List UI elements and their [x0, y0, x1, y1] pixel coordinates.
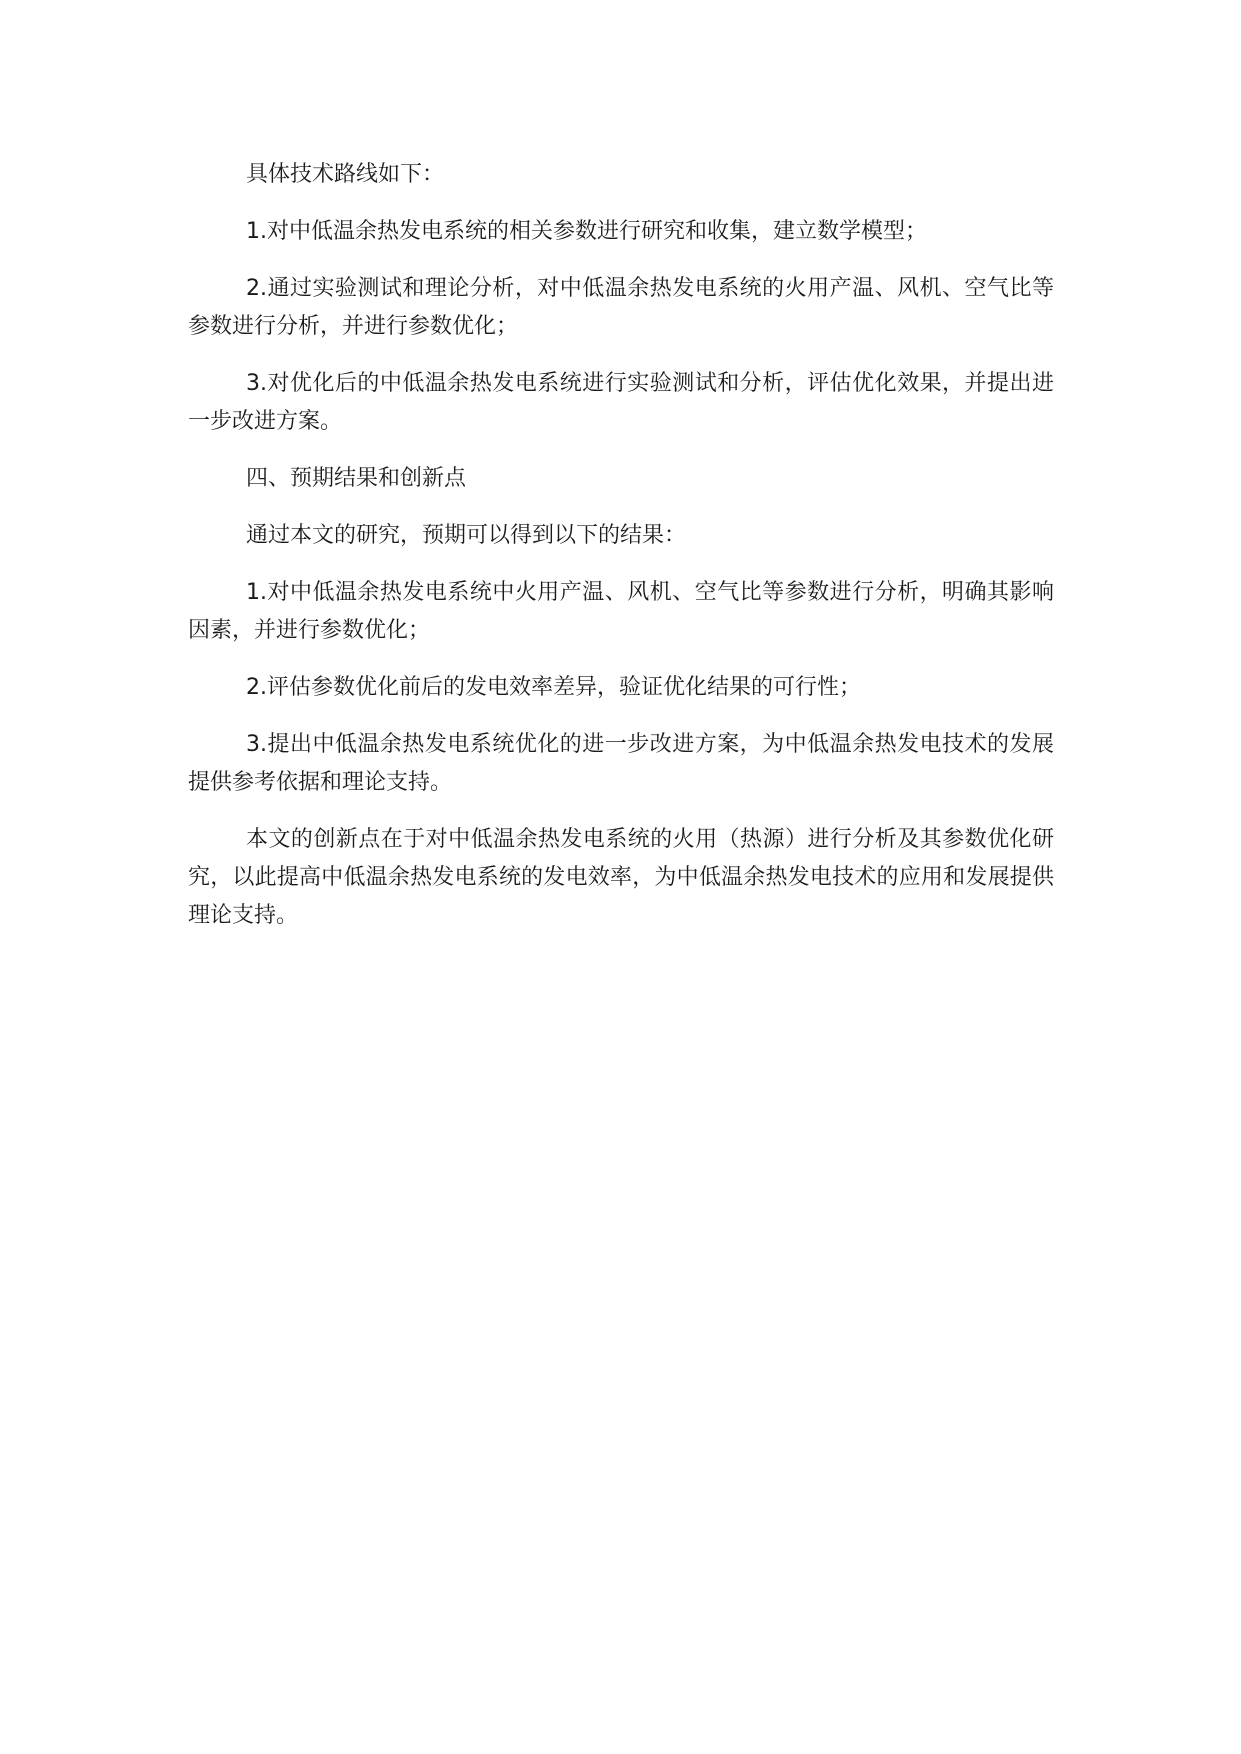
intro-paragraph: 具体技术路线如下： — [246, 162, 445, 187]
innovation-paragraph: 本文的创新点在于对中低温余热发电系统的火用（热源）进行分析及其参数优化研究，以此提高中低温余热发电系统的发电效率，为中低温余热发电技术的应用和发展提供理论支持。 — [188, 827, 1054, 928]
document-body — [188, 156, 1054, 954]
route-step-2: 2.通过实验测试和理论分析，对中低温余热发电系统的火用产温、风机、空气比等参数进行分析，并进行参数优化； — [188, 276, 1054, 339]
route-step-3: 3.对优化后的中低温余热发电系统进行实验测试和分析，评估优化效果，并提出进一步改进方案。 — [188, 371, 1054, 434]
results-intro: 通过本文的研究，预期可以得到以下的结果： — [246, 523, 687, 548]
result-item-2: 2.评估参数优化前后的发电效率差异，验证优化结果的可行性； — [246, 675, 861, 700]
route-step-1: 1.对中低温余热发电系统的相关参数进行研究和收集，建立数学模型； — [246, 219, 927, 244]
result-item-3: 3.提出中低温余热发电系统优化的进一步改进方案，为中低温余热发电技术的发展提供参考依据和理论支持。 — [188, 732, 1054, 795]
section-heading: 四、预期结果和创新点 — [246, 466, 467, 491]
result-item-1: 1.对中低温余热发电系统中火用产温、风机、空气比等参数进行分析，明确其影响因素，并进行参数优化； — [188, 580, 1054, 643]
